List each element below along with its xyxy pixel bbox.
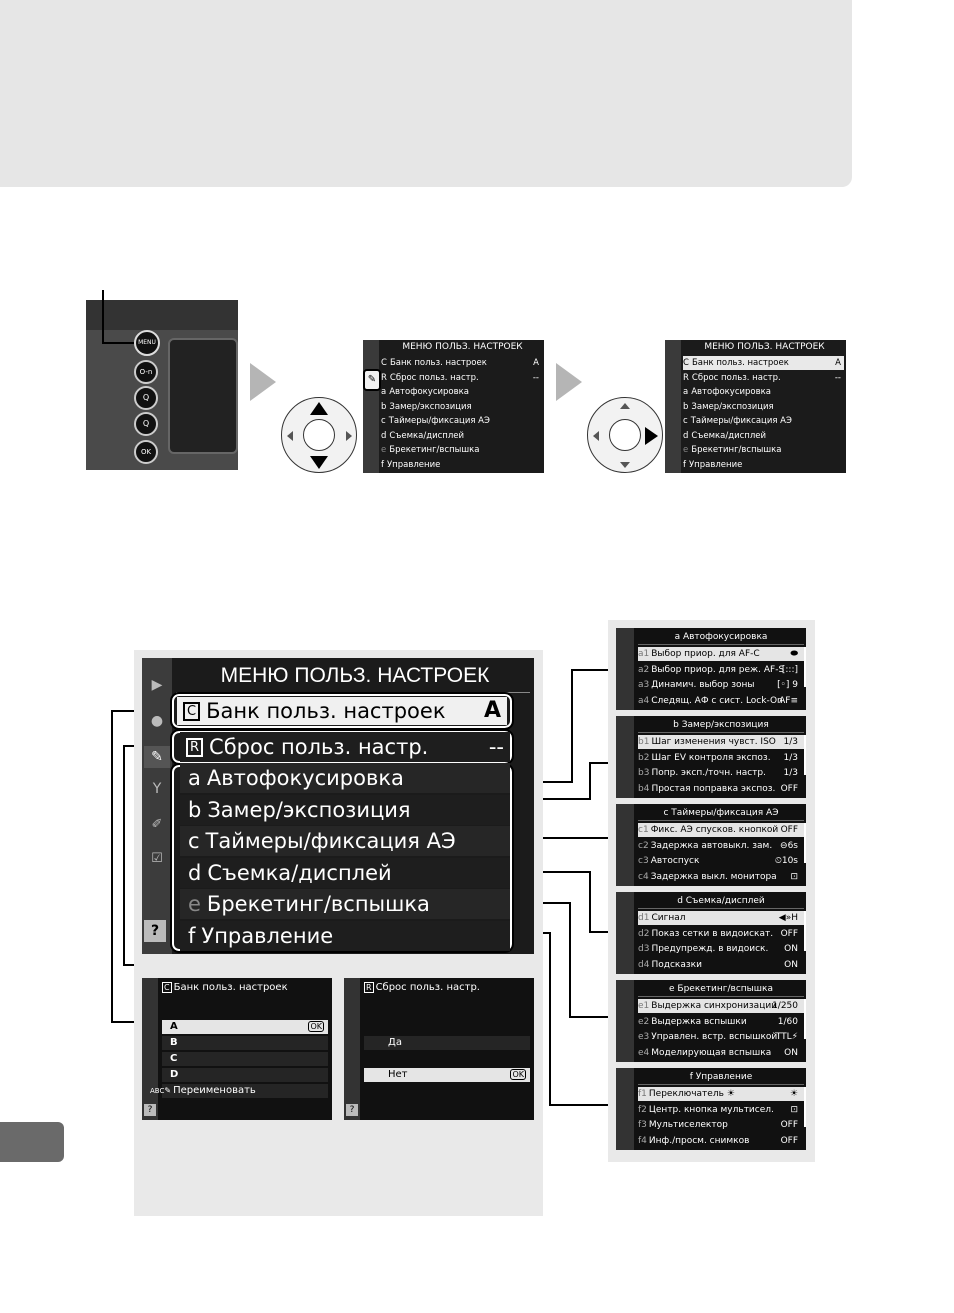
help-icon[interactable]: ? — [144, 920, 166, 942]
small-menu-item[interactable] — [683, 414, 844, 428]
panel-scrollbar[interactable] — [804, 999, 806, 1039]
panel-row-code: c4 — [638, 871, 649, 882]
down-arrow-icon — [310, 456, 328, 469]
lock-button[interactable]: O-n — [134, 360, 158, 384]
panel-row[interactable] — [638, 958, 804, 972]
panel-row-value: ⬬ — [790, 649, 798, 659]
panel-row-label: Предупрежд. в видоиск. — [651, 944, 769, 954]
panel-scrollbar[interactable] — [804, 823, 806, 863]
main-menu-item-d[interactable] — [180, 858, 510, 888]
small-menu-item-label: Съемка/дисплей — [389, 430, 465, 441]
panel-row[interactable] — [638, 911, 804, 925]
panel-row-label: Мультиселектор — [648, 1120, 728, 1130]
small-menu-item[interactable] — [683, 443, 844, 457]
panel-row[interactable] — [638, 854, 804, 868]
main-menu-item-c[interactable] — [180, 826, 510, 856]
panel-row-value: [◦] 9 — [777, 680, 798, 690]
small-menu-screen-1 — [363, 340, 544, 473]
large-menu-sidebar — [142, 658, 172, 954]
panel-row-label: Шаг EV контроля экспоз. — [651, 752, 771, 763]
bank-option[interactable] — [162, 1036, 328, 1050]
panel-row-code: c3 — [638, 856, 649, 866]
main-menu-item-letter: f — [188, 924, 196, 948]
panel-scrollbar[interactable] — [804, 647, 806, 687]
small-menu-item-letter: e — [683, 445, 689, 455]
main-menu-item-letter: C — [183, 702, 200, 721]
down-arrow-icon — [620, 462, 630, 468]
small-menu-item-label: Таймеры/фиксация АЭ — [388, 416, 490, 426]
small-menu-item-letter: c — [683, 416, 688, 426]
panel-row[interactable] — [638, 927, 804, 941]
reset-option-no[interactable]: Нет OK — [364, 1068, 530, 1082]
small-menu-item-letter: c — [381, 416, 386, 426]
panel-title: d Съемка/дисплей — [638, 895, 804, 909]
submenu-panel-b — [616, 716, 806, 798]
panel-row[interactable] — [638, 1046, 804, 1060]
panel-sidebar — [616, 716, 634, 798]
panel-row[interactable] — [638, 839, 804, 853]
small-menu-item-letter: e — [381, 445, 387, 455]
submenu-panel-d — [616, 892, 806, 974]
panel-row[interactable] — [638, 823, 804, 837]
panel-row-label: Выбор приор. для AF-C — [651, 649, 760, 659]
retouch-tab-icon[interactable]: ✐ — [151, 817, 163, 832]
panel-row-code: c2 — [638, 840, 649, 851]
reset-option-yes[interactable]: Да — [364, 1036, 530, 1050]
submenu-panel-f — [616, 1068, 806, 1150]
small-menu-item[interactable] — [381, 429, 542, 443]
panel-row-code: e2 — [638, 1016, 650, 1027]
panel-row-label: Выдержка вспышки — [651, 1016, 747, 1027]
small-menu-item-letter: f — [381, 459, 384, 470]
bank-option[interactable] — [162, 1068, 328, 1082]
main-menu-item-b[interactable] — [180, 795, 510, 825]
small-menu-item[interactable] — [683, 458, 844, 472]
main-menu-item-label: Сброс польз. настр. — [209, 735, 429, 759]
panel-row-code: b1 — [638, 737, 650, 747]
multi-selector-center[interactable] — [303, 419, 335, 451]
main-menu-item-label: Замер/экспозиция — [207, 798, 411, 822]
panel-row[interactable] — [638, 751, 804, 765]
panel-row-value: ⊡ — [790, 871, 798, 882]
small-menu-item[interactable] — [381, 443, 542, 457]
panel-row-value: ◀»H — [778, 913, 798, 923]
main-menu-item-value: A — [483, 698, 501, 723]
panel-row-value: ⊖6s — [780, 840, 798, 851]
panel-row-label: Управлен. встр. вспышкой — [651, 1032, 778, 1042]
small-menu-item-label: Замер/экспозиция — [691, 401, 774, 412]
panel-row-value: OFF — [780, 1135, 798, 1146]
small-menu-item-letter: b — [683, 401, 689, 412]
panel-row[interactable] — [638, 999, 804, 1013]
panel-row-code: f4 — [638, 1135, 647, 1146]
panel-row-value: ON — [784, 944, 798, 954]
panel-row-code: a3 — [638, 680, 650, 690]
panel-row-value: 1/250 — [772, 1001, 798, 1011]
right-arrow-icon — [645, 427, 658, 445]
small-menu-item-letter: f — [683, 459, 686, 470]
bank-option-label: A — [170, 1021, 178, 1032]
main-menu-item-label: Управление — [201, 924, 334, 948]
panel-scrollbar[interactable] — [804, 1087, 806, 1127]
panel-row-label: Сигнал — [651, 913, 686, 923]
small-menu-item[interactable] — [683, 371, 844, 385]
panel-row-value: ☀ — [789, 1089, 798, 1099]
panel-row-label: Моделирующая вспышка — [651, 1047, 772, 1058]
panel-row-code: f2 — [638, 1104, 647, 1115]
main-menu-item-label: Брекетинг/вспышка — [206, 892, 430, 916]
panel-row-label: Инф./просм. снимков — [648, 1135, 750, 1146]
small-menu-item[interactable] — [381, 371, 542, 385]
panel-row-value: 1/3 — [783, 737, 798, 747]
main-menu-item-f[interactable] — [180, 921, 510, 951]
title-divider — [176, 692, 530, 693]
small-menu-item-label: Банк польз. настроек — [691, 358, 789, 368]
panel-sidebar — [616, 1068, 634, 1150]
up-arrow-icon — [310, 402, 328, 415]
left-arrow-icon — [287, 431, 293, 441]
panel-row-label: Простая поправка экспоз. — [651, 783, 776, 794]
small-menu-item[interactable] — [683, 429, 844, 443]
shooting-tab-icon[interactable]: ● — [150, 713, 164, 729]
small-menu-title: МЕНЮ ПОЛЬЗ. НАСТРОЕК — [704, 342, 825, 352]
small-menu-item[interactable] — [683, 385, 844, 399]
panel-row-code: c1 — [638, 825, 649, 835]
small-menu-item-label: Таймеры/фиксация АЭ — [690, 416, 792, 426]
panel-row-code: d4 — [638, 959, 650, 970]
panel-row-code: f1 — [638, 1089, 647, 1099]
small-menu-item-value: -- — [532, 372, 539, 383]
panel-row-label: Автоспуск — [650, 856, 700, 866]
main-menu-item-letter: b — [188, 798, 202, 822]
small-menu-item-label: Управление — [689, 459, 743, 470]
small-menu-item[interactable] — [381, 414, 542, 428]
ok-badge: OK — [310, 1022, 322, 1031]
panel-title: c Таймеры/фиксация АЭ — [638, 807, 804, 821]
multi-selector-right[interactable] — [587, 397, 663, 473]
panel-row-label: Показ сетки в видоискат. — [651, 928, 774, 939]
panel-row-code: a4 — [638, 695, 650, 706]
panel-row-code: f3 — [638, 1120, 647, 1130]
bank-option[interactable] — [162, 1052, 328, 1066]
main-menu-item-c[interactable] — [177, 697, 507, 725]
step-arrow-2-icon — [556, 363, 582, 401]
small-menu-item-letter: b — [381, 401, 387, 412]
zoom-out-button[interactable]: Q — [134, 386, 158, 410]
multi-selector-up-down[interactable] — [281, 397, 357, 473]
small-menu-item-letter: R — [683, 372, 689, 383]
main-menu-item-label: Таймеры/фиксация АЭ — [205, 829, 456, 853]
small-menu-item[interactable] — [381, 385, 542, 399]
bank-option-label: C — [170, 1053, 178, 1064]
panel-row-label: Подсказки — [651, 959, 702, 970]
right-arrow-icon — [346, 431, 352, 441]
panel-row[interactable] — [638, 782, 804, 796]
main-menu-item-letter: e — [188, 892, 201, 916]
panel-row[interactable] — [638, 1030, 804, 1044]
submenu-panel-a — [616, 628, 806, 710]
panel-row[interactable] — [638, 766, 804, 780]
help-icon[interactable]: ? — [144, 1104, 156, 1116]
menu-button[interactable]: MENU — [134, 330, 160, 356]
main-menu-item-label: Банк польз. настроек — [206, 699, 446, 723]
bank-option[interactable] — [162, 1020, 328, 1034]
rename-prefix: ABC — [150, 1087, 165, 1095]
small-menu-item-value: A — [835, 358, 841, 368]
main-menu-item-r[interactable] — [180, 732, 510, 762]
panel-row-code: e1 — [638, 1001, 650, 1011]
small-menu-item[interactable] — [381, 356, 542, 370]
panel-row-label: Переключатель ☀ — [648, 1089, 735, 1099]
panel-row-value: 1/60 — [777, 1016, 798, 1027]
step-arrow-1-icon — [250, 363, 276, 401]
panel-row-label: Шаг изменения чувст. ISO — [651, 737, 776, 747]
reset-submenu-screen — [344, 978, 534, 1120]
main-menu-item-e[interactable] — [180, 889, 510, 919]
panel-row-label: Попр. эксп./точн. настр. — [651, 768, 766, 778]
small-menu-item-letter: R — [381, 372, 387, 383]
panel-row-code: a2 — [638, 664, 650, 675]
small-menu-screen-2 — [665, 340, 846, 473]
panel-row-label: Динамич. выбор зоны — [651, 680, 755, 690]
small-menu-item-letter: d — [381, 430, 387, 441]
panel-row-value: OFF — [780, 783, 798, 794]
ok-badge: OK — [512, 1070, 524, 1079]
small-menu-item-label: Брекетинг/вспышка — [691, 445, 782, 455]
small-menu-item[interactable] — [683, 400, 844, 414]
panel-row[interactable] — [638, 942, 804, 956]
panel-row[interactable] — [638, 694, 804, 708]
panel-sidebar — [616, 628, 634, 710]
panel-row-code: b3 — [638, 768, 650, 778]
small-menu-item-letter: C — [683, 358, 689, 368]
submenu-panel-e — [616, 980, 806, 1062]
main-menu-item-letter: c — [188, 829, 200, 853]
panel-row-value: [:::] — [781, 664, 798, 675]
panel-row-code: e4 — [638, 1047, 650, 1058]
panel-row[interactable] — [638, 1118, 804, 1132]
main-menu-item-label: Автофокусировка — [206, 766, 404, 790]
playback-tab-icon[interactable]: ▶ — [151, 677, 163, 693]
small-menu-item-value: -- — [834, 372, 841, 383]
panel-scrollbar[interactable] — [804, 911, 806, 951]
panel-row-value: OFF — [780, 1120, 798, 1130]
small-menu-item-label: Управление — [387, 459, 441, 470]
small-menu-item[interactable] — [683, 356, 844, 370]
panel-row-value: ON — [784, 1047, 798, 1058]
bank-option-label: D — [170, 1069, 179, 1080]
panel-row[interactable] — [638, 1015, 804, 1029]
panel-row[interactable] — [638, 870, 804, 884]
panel-row-code: b2 — [638, 752, 650, 763]
panel-row[interactable] — [638, 1103, 804, 1117]
main-menu-item-letter: R — [186, 738, 203, 757]
panel-row[interactable] — [638, 678, 804, 692]
small-menu-item-label: Сброс польз. настр. — [691, 372, 781, 383]
small-menu-item-label: Сброс польз. настр. — [389, 372, 479, 383]
small-menu-title: МЕНЮ ПОЛЬЗ. НАСТРОЕК — [402, 342, 523, 352]
panel-title: a Автофокусировка — [638, 631, 804, 645]
small-menu-item-label: Съемка/дисплей — [691, 430, 767, 441]
panel-row-value: 1/3 — [783, 768, 798, 778]
panel-row-value: OFF — [780, 928, 798, 939]
pencil-icon: ✎ — [164, 1086, 172, 1095]
small-menu-item-label: Автофокусировка — [389, 387, 469, 397]
small-menu-item-label: Банк польз. настроек — [389, 358, 487, 368]
panel-row-code: b4 — [638, 783, 650, 794]
small-menu-item-letter: a — [381, 387, 387, 397]
panel-title: f Управление — [638, 1071, 804, 1085]
small-menu-item-label: Автофокусировка — [691, 387, 771, 397]
small-menu-item-label: Замер/экспозиция — [389, 401, 472, 412]
panel-row[interactable] — [638, 647, 804, 661]
left-arrow-icon — [593, 431, 599, 441]
bank-option-label: B — [170, 1037, 178, 1048]
custom-settings-tab-icon[interactable]: ✎ — [144, 746, 170, 768]
panel-row[interactable] — [638, 1134, 804, 1148]
small-menu-item-value: A — [533, 358, 539, 368]
panel-row[interactable] — [638, 663, 804, 677]
reset-icon: R — [366, 983, 372, 992]
panel-row-value: AF≡ — [779, 695, 798, 706]
bank-option[interactable] — [150, 1084, 328, 1098]
main-menu-item-letter: a — [188, 766, 201, 790]
ok-button[interactable]: OK — [134, 440, 158, 464]
panel-row-label: Выбор приор. для реж. AF-S — [651, 664, 785, 675]
panel-row-value: ⏲10s — [774, 856, 798, 866]
panel-row-label: Следящ. АФ с сист. Lock-On — [651, 695, 783, 706]
up-arrow-icon — [620, 403, 630, 409]
panel-title: b Замер/экспозиция — [638, 719, 804, 733]
panel-row-label: Фикс. АЭ спусков. кнопкой — [650, 825, 779, 835]
panel-row[interactable] — [638, 735, 804, 749]
pencil-tab-highlight: ✎ — [363, 369, 381, 391]
panel-row-value: ON — [784, 959, 798, 970]
panel-row-label: Задержка выкл. монитора — [650, 871, 777, 882]
panel-row-label: Задержка автовыкл. зам. — [650, 840, 773, 851]
panel-row-code: a1 — [638, 649, 650, 659]
panel-row-code: d2 — [638, 928, 650, 939]
small-menu-item-letter: a — [683, 387, 689, 397]
panel-title: e Брекетинг/вспышка — [638, 983, 804, 997]
panel-row-value: OFF — [780, 825, 798, 835]
bank-option-label: Переименовать — [173, 1085, 256, 1096]
panel-row-code: d3 — [638, 944, 650, 954]
main-menu-item-a[interactable] — [180, 763, 510, 793]
panel-sidebar — [616, 804, 634, 886]
panel-row-code: e3 — [638, 1032, 650, 1042]
panel-row[interactable] — [638, 1087, 804, 1101]
bank-submenu-title: C Банк польз. настроек — [164, 982, 288, 993]
panel-row-label: Центр. кнопка мультисел. — [648, 1104, 774, 1115]
help-icon[interactable]: ? — [346, 1104, 358, 1116]
panel-row-value: TTL⚡ — [775, 1032, 798, 1042]
bank-icon: C — [164, 983, 170, 992]
small-menu-item[interactable] — [381, 458, 542, 472]
my-menu-tab-icon[interactable]: ☑ — [151, 851, 163, 866]
setup-tab-icon[interactable]: Y — [152, 781, 162, 797]
small-menu-item[interactable] — [381, 400, 542, 414]
panel-row-value: ⊡ — [790, 1104, 798, 1115]
zoom-in-button[interactable]: Q — [134, 412, 158, 436]
panel-sidebar — [616, 980, 634, 1062]
main-menu-item-label: Съемка/дисплей — [207, 861, 392, 885]
main-menu-item-letter: d — [188, 861, 202, 885]
multi-selector-center[interactable] — [609, 419, 641, 451]
main-menu-item-value: -- — [488, 735, 504, 759]
large-menu-title: МЕНЮ ПОЛЬЗ. НАСТРОЕК — [220, 664, 490, 687]
small-menu-item-label: Брекетинг/вспышка — [389, 445, 480, 455]
small-menu-item-letter: C — [381, 358, 387, 368]
small-menu-item-letter: d — [683, 430, 689, 441]
submenu-panel-c — [616, 804, 806, 886]
panel-sidebar — [616, 892, 634, 974]
reset-submenu-title: R Сброс польз. настр. — [366, 982, 480, 993]
panel-scrollbar[interactable] — [804, 735, 806, 775]
panel-row-code: d1 — [638, 913, 650, 923]
panel-row-label: Выдержка синхронизации — [651, 1001, 778, 1011]
bank-submenu-screen — [142, 978, 332, 1120]
panel-row-value: 1/3 — [783, 752, 798, 763]
